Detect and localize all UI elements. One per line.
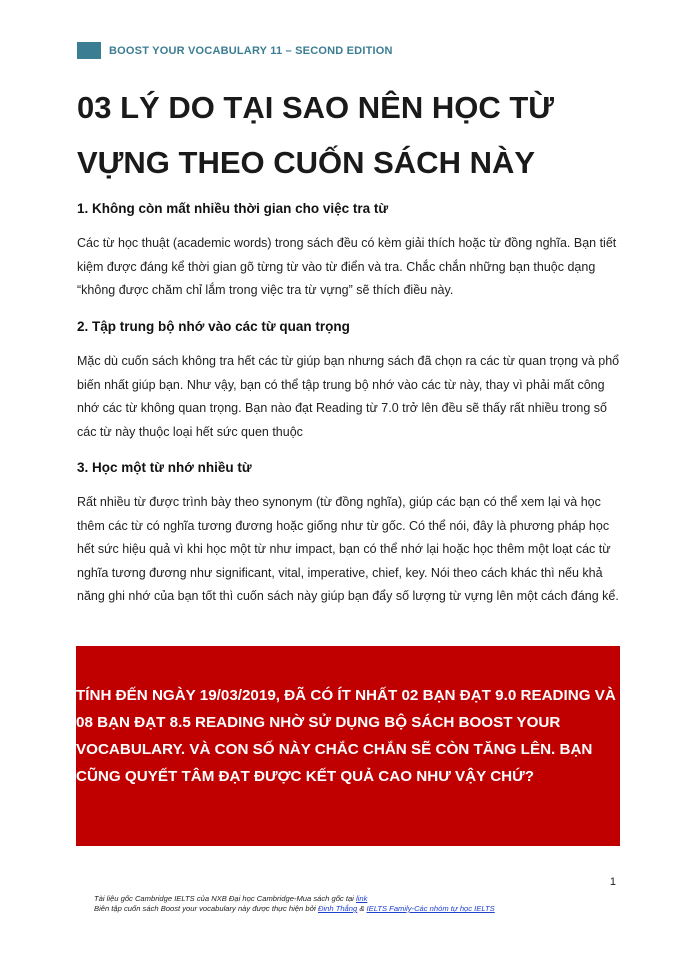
footer-separator: & xyxy=(357,904,367,913)
footer-buy-link[interactable]: link xyxy=(355,894,368,903)
footer-group-link[interactable]: IELTS Family-Các nhóm tự học IELTS xyxy=(366,904,495,913)
footer-author-link[interactable]: Đinh Thắng xyxy=(317,904,358,913)
section-3-heading: 3. Học một từ nhớ nhiều từ xyxy=(77,460,252,475)
section-1-heading: 1. Không còn mất nhiều thời gian cho việc tra từ xyxy=(77,201,389,216)
section-3-body: Rất nhiều từ được trình bày theo synonym (từ đồng nghĩa), giúp các bạn có thể xem lại và học thêm các từ có nghĩa tương đương hoặc giống như từ gốc. Có thể nói, đây là phương pháp học hết sức hiệu quả vì khi học một từ như impact, bạn có thể nhớ lại hoặc học thêm một loạt các từ nghĩa tương đương như significant, vital, imperative, chief, key. Nói theo cách khác thì nếu khả năng ghi nhớ của bạn tốt thì cuốn sách này giúp bạn đẩy số lượng từ vựng lên một cách đáng kể. xyxy=(77,495,619,603)
header-title: BOOST YOUR VOCABULARY 11 – SECOND EDITION xyxy=(109,44,393,57)
running-header xyxy=(77,42,393,59)
footer-line-2-text: Biên tập cuốn sách Boost your vocabulary này được thực hiện bởi xyxy=(94,904,318,913)
footer-line-1-text: Tài liệu gốc Cambridge IELTS của NXB Đại học Cambridge-Mua sách gốc tại xyxy=(94,894,356,903)
section-1-body: Các từ học thuật (academic words) trong sách đều có kèm giải thích hoặc từ đồng nghĩa. Bạn tiết kiệm được đáng kể thời gian gõ từng từ vào từ điển và tra. Chắc chắn những bạn thuộc dạng “không được chăm chỉ lắm trong việc tra từ vựng” sẽ thích điều này. xyxy=(77,236,617,297)
footer xyxy=(94,894,495,914)
page-number: 1 xyxy=(609,876,616,888)
banner-text: TÍNH ĐẾN NGÀY 19/03/2019, ĐÃ CÓ ÍT NHẤT 02 BẠN ĐẠT 9.0 READING VÀ 08 BẠN ĐẠT 8.5 READING NHỜ SỬ DỤNG BỘ SÁCH BOOST YOUR VOCABULARY. VÀ CON SỐ NÀY CHẮC CHẮN SẼ CÒN TĂNG LÊN. BẠN CŨNG QUYẾT TÂM ĐẠT ĐƯỢC KẾT QUẢ CAO NHƯ VẬY CHỨ? xyxy=(76,687,616,785)
page-title: 03 LÝ DO TẠI SAO NÊN HỌC TỪ VỰNG THEO CUỐN SÁCH NÀY xyxy=(77,90,554,180)
section-2-heading: 2. Tập trung bộ nhớ vào các từ quan trọng xyxy=(77,319,350,334)
highlight-banner xyxy=(76,646,620,846)
header-color-block xyxy=(77,42,101,59)
footer-line-1 xyxy=(94,894,495,904)
footer-line-2 xyxy=(94,904,495,914)
section-2-body: Mặc dù cuốn sách không tra hết các từ giúp bạn nhưng sách đã chọn ra các từ quan trọng và phổ biến nhất giúp bạn. Như vậy, bạn có thể tập trung bộ nhớ vào các từ này, thay vì phải mất công nhớ các từ không quan trọng. Bạn nào đạt Reading từ 7.0 trở lên đều sẽ thấy rất nhiều trong số các từ này thuộc loại hết sức quen thuộc xyxy=(77,354,620,439)
